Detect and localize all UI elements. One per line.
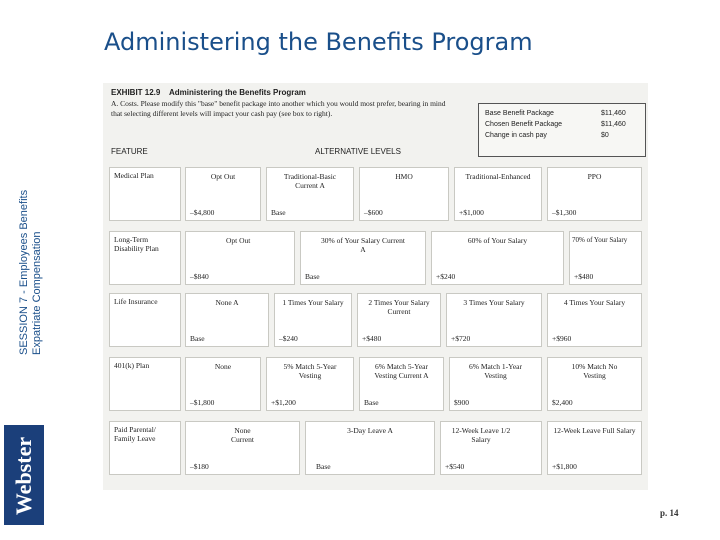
option-cost: +$1,000 (459, 208, 484, 217)
option-label: None Current (231, 426, 254, 444)
benefit-row-medical (109, 167, 642, 221)
option-cost: +$1,800 (552, 462, 577, 471)
option-cost: +$540 (445, 462, 465, 471)
feature-label: Life Insurance (114, 297, 158, 306)
summary-label: Change in cash pay (485, 132, 547, 139)
option-label: Opt Out (210, 172, 236, 181)
cost-summary-box (478, 103, 646, 157)
feature-label: Paid Parental/ Family Leave (114, 425, 156, 443)
option-cost: –$240 (279, 334, 298, 343)
option-cost: Base (305, 272, 320, 281)
option-label: 4 Times Your Salary (563, 298, 626, 307)
levels-column-header: ALTERNATIVE LEVELS (315, 147, 401, 156)
summary-label: Base Benefit Package (485, 110, 554, 117)
option-label: 12-Week Leave Full Salary (553, 426, 636, 435)
summary-label: Chosen Benefit Package (485, 121, 563, 128)
logo-word: Webster (11, 436, 36, 516)
feature-cell (109, 421, 181, 475)
benefit-row-family-leave (109, 421, 642, 475)
option-box[interactable] (300, 231, 426, 285)
option-box[interactable] (454, 167, 542, 221)
exhibit-figure (103, 83, 648, 490)
option-label: HMO (395, 172, 413, 181)
option-label: 3 Times Your Salary (463, 298, 525, 307)
exhibit-title: Administering the Benefits Program (169, 88, 306, 97)
option-cost: +$480 (574, 272, 594, 281)
option-box[interactable] (185, 231, 295, 285)
option-box[interactable] (359, 167, 449, 221)
option-label: 3-Day Leave A (347, 426, 393, 435)
option-label: 30% of Your Salary Current A (321, 236, 405, 254)
option-cost: +$720 (451, 334, 471, 343)
session-title: SESSION 7 - Employees Benefits (18, 189, 30, 355)
option-cost: –$1,800 (190, 398, 215, 407)
option-box[interactable] (449, 357, 542, 411)
exhibit-label: EXHIBIT 12.9 (111, 88, 161, 97)
option-box[interactable] (274, 293, 352, 347)
option-box[interactable] (431, 231, 564, 285)
benefit-row-life-insurance (109, 293, 642, 347)
option-label: PPO (587, 172, 602, 181)
option-cost: –$840 (190, 272, 209, 281)
option-cost: +$240 (436, 272, 456, 281)
benefit-row-disability (109, 231, 642, 285)
option-label: 6% Match 1-Year Vesting (469, 362, 522, 380)
exhibit-intro: A. Costs. Please modify this "base" benefit package into another which you would most prefer, bearing in mind that selecting different levels will impact your cash pay (see box to right). (111, 99, 446, 118)
logo-sub: UNIVERSITY (49, 440, 55, 496)
option-box[interactable] (547, 167, 642, 221)
option-box[interactable] (266, 167, 354, 221)
option-label: Traditional-Enhanced (465, 172, 531, 181)
option-cost: –$1,300 (552, 208, 577, 217)
option-box[interactable] (185, 167, 261, 221)
option-label: Traditional-Basic Current A (283, 172, 337, 190)
option-box[interactable] (185, 293, 269, 347)
option-cost: –$600 (364, 208, 383, 217)
option-cost: Base (190, 334, 205, 343)
option-label: 12-Week Leave 1/2 Salary (451, 426, 511, 444)
university-logo (4, 425, 55, 525)
option-box[interactable] (185, 357, 261, 411)
feature-cell (109, 357, 181, 411)
option-box[interactable] (185, 421, 300, 475)
feature-label: Long-Term Disability Plan (114, 235, 159, 253)
summary-value: $0 (601, 132, 609, 139)
option-box[interactable] (359, 357, 444, 411)
option-label: None (214, 362, 232, 371)
feature-cell (109, 231, 181, 285)
page-title: Administering the Benefits Program (104, 28, 533, 56)
option-label: 60% of Your Salary (467, 236, 528, 245)
option-cost: –$180 (190, 462, 209, 471)
summary-row (485, 109, 641, 118)
option-box[interactable] (547, 293, 642, 347)
option-cost: Base (271, 208, 286, 217)
summary-row (485, 131, 641, 140)
feature-label: 401(k) Plan (114, 361, 150, 370)
summary-value: $11,460 (601, 110, 626, 117)
option-box[interactable] (569, 231, 642, 285)
option-box[interactable] (357, 293, 441, 347)
option-cost: $2,400 (552, 398, 573, 407)
option-box[interactable] (305, 421, 435, 475)
feature-cell (109, 167, 181, 221)
summary-row (485, 120, 641, 129)
option-label: None A (215, 298, 239, 307)
page-number: p. 14 (660, 508, 679, 518)
option-label: 2 Times Your Salary Current (368, 298, 430, 316)
option-box[interactable] (446, 293, 542, 347)
option-box[interactable] (547, 357, 642, 411)
option-cost: Base (364, 398, 379, 407)
option-label: 6% Match 5-Year Vesting Current A (374, 362, 429, 380)
summary-value: $11,460 (601, 121, 626, 128)
session-sidebar (18, 15, 44, 355)
feature-column-header: FEATURE (111, 147, 148, 156)
option-cost: $900 (454, 398, 469, 407)
option-cost: +$1,200 (271, 398, 296, 407)
option-cost: +$960 (552, 334, 572, 343)
option-cost: Base (316, 462, 331, 471)
option-cost: +$480 (362, 334, 382, 343)
option-label: 1 Times Your Salary (282, 298, 344, 307)
option-label: 5% Match 5-Year Vesting (283, 362, 337, 380)
feature-cell (109, 293, 181, 347)
option-box[interactable] (547, 421, 642, 475)
feature-label: Medical Plan (114, 171, 154, 180)
course-title: Expatriate Compensation (31, 231, 43, 355)
option-label: Opt Out (226, 236, 251, 245)
option-label: 70% of Your Salary (572, 236, 628, 244)
option-label: 10% Match No Vesting (571, 362, 618, 380)
benefit-row-401k (109, 357, 642, 411)
option-box[interactable] (266, 357, 354, 411)
option-cost: –$4,800 (190, 208, 215, 217)
option-box[interactable] (440, 421, 542, 475)
